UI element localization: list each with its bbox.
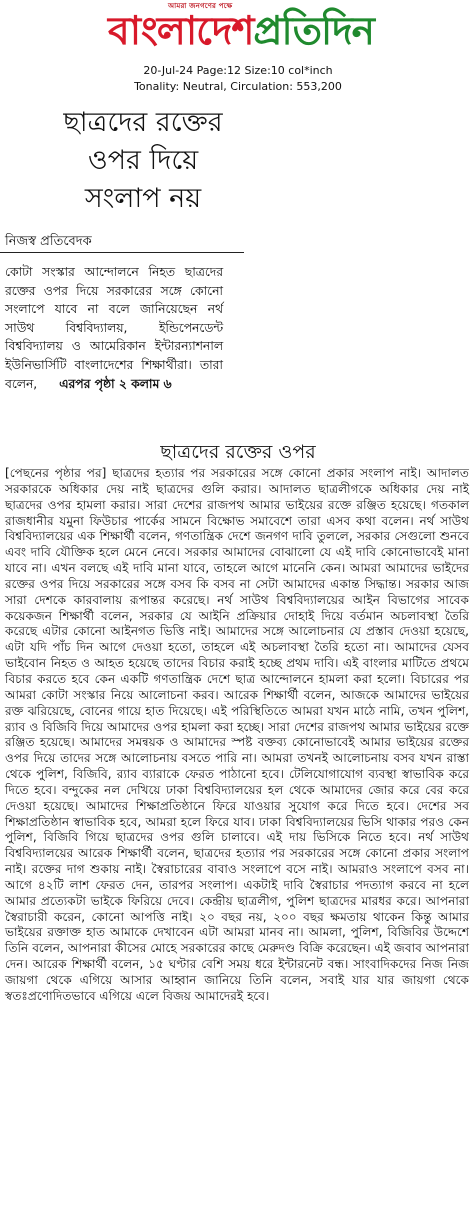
clip-meta-date-page: 20-Jul-24 Page:12 Size:10 col*inch	[143, 64, 333, 77]
lead-paragraph	[5, 263, 223, 393]
lead-text: কোটা সংস্কার আন্দোলনে নিহত ছাত্রদের রক্তের ওপর দিয়ে সরকারের সঙ্গে কোনো সংলাপে যাবে না বলে জানিয়েছেন নর্থ সাউথ বিশ্ববিদ্যালয়, ইন্ডিপেনডেন্ট বিশ্ববিদ্যালয় ও আমেরিকান ইন্টারন্যাশনাল ইউনিভার্সিটি বাংলাদেশের শিক্ষার্থীরা। তারা বলেন,	[5, 265, 223, 391]
byline: নিজস্ব প্রতিবেদক	[5, 234, 92, 249]
masthead	[0, 0, 476, 60]
headline-line-1: ছাত্রদের রক্তের	[63, 107, 223, 138]
article-headline	[16, 104, 270, 218]
continuation-title: ছাত্রদের রক্তের ওপর	[160, 441, 316, 463]
logo-part-red: বাংলাদেশ	[108, 8, 254, 54]
masthead-tagline: আমরা জনগণের পক্ষে	[168, 2, 233, 10]
clip-meta-tonality: Tonality: Neutral, Circulation: 553,200	[134, 80, 342, 93]
logo-part-green: প্রতিদিন	[253, 8, 374, 54]
article-body: [পেছনের পৃষ্ঠার পর] ছাত্রদের হত্যার পর সরকারের সঙ্গে কোনো প্রকার সংলাপ নাই। আদালত সরকারকে অধিকার দেয় নাই ছাত্রদের গুলি করার। আদালত ছাত্রলীগকে অধিকার দেয় নাই ছাত্রদের ওপর হামলা করার। সারা দেশের রাজপথ আমার ভাইয়ের রক্তে রঞ্জিত হয়েছে। গতকাল রাজধানীর যমুনা ফিউচার পার্কের সামনে বিক্ষোভ সমাবেশে তারা এসব কথা বলেন। নর্থ সাউথ বিশ্ববিদ্যালয়ের এক শিক্ষার্থী বলেন, গণতান্ত্রিক দেশে জনগণ দাবি তুললে, সরকার সেগুলো শুনবে এবং দাবি যৌক্তিক হলে মেনে নেবে। সরকার আমাদের বোঝালো যে এই দাবি কোনোভাবেই মানা যাবে না। এখন বলছে এই দাবি মানা যাবে, তাহলে আগে মানেনি কেন। আমরা আমাদের ভাইদের রক্তের ওপর দিয়ে সরকারের সঙ্গে বসব কি বসব না সেটা আমাদের একান্ত সিদ্ধান্ত। সরকার আজ সারা দেশকে কারবালায় রূপান্তর করেছে। নর্থ সাউথ বিশ্ববিদ্যালয়ের আইন বিভাগের সাবেক কয়েকজন শিক্ষার্থী বলেন, সরকার যে আইনি প্রক্রিয়ার দোহাই দিয়ে বর্তমান অচলাবস্থা তৈরি করেছে এটার কোনো আইনগত ভিত্তি নাই। আমাদের সঙ্গে আলোচনার যে প্রস্তাব দেওয়া হয়েছে, এটা যদি পাঁচ দিন আগে দেওয়া হতো, তাহলে এই অচলাবস্থা তৈরি হতো না। আমাদের যেসব ভাইবোন নিহত ও আহত হয়েছে তাদের বিচার করাই হচ্ছে প্রথম দাবি। এই বাংলার মাটিতে প্রথমে বিচার করতে হবে কেন একটি গণতান্ত্রিক দেশে ছাত্র আন্দোলনে হামলা করা হলো। বিচারের পর আমরা কোটা সংস্কার নিয়ে আলোচনা করব। আরেক শিক্ষার্থী বলেন, আজকে আমাদের ভাইয়ের রক্ত ঝরিয়েছে, বোনের গায়ে হাত দিয়েছে। এই পরিস্থিতিতে আমরা যখন মাঠে নামি, তখন পুলিশ, র‍্যাব ও বিজিবি দিয়ে আমাদের ওপর হামলা করা হচ্ছে। সারা দেশের রাজপথ আমার ভাইয়ের রক্তে রঞ্জিত হয়েছে। আমাদের সমন্বয়ক ও আমাদের স্পষ্ট বক্তব্য কোনোভাবেই আমার ভাইয়ের রক্তের ওপর দিয়ে তাদের সঙ্গে আলোচনায় বসতে পারি না। আমরা তখনই আলোচনায় বসব যখন রাস্তা থেকে পুলিশ, বিজিবি, র‍্যাব ব্যারাকে ফেরত পাঠানো হবে। টেলিযোগাযোগ ব্যবস্থা স্বাভাবিক করে দিতে হবে। বন্দুকের নল দেখিয়ে ঢাকা বিশ্ববিদ্যালয়ের হল থেকে আমাদের জোর করে বের করে দেওয়া হয়েছে। আমাদের শিক্ষাপ্রতিষ্ঠানে ফিরে যাওয়ার সুযোগ করে দিতে হবে। দেশের সব শিক্ষাপ্রতিষ্ঠান স্বাভাবিক হবে, আমরা হলে ফিরে যাব। ঢাকা বিশ্ববিদ্যালয়ের ভিসি থাকার পরও কেন পুলিশ, বিজিবি গিয়ে ছাত্রদের ওপর গুলি চালাবে। এই দায় ভিসিকে নিতে হবে। নর্থ সাউথ বিশ্ববিদ্যালয়ের আরেক শিক্ষার্থী বলেন, ছাত্রদের হত্যার পর সরকারের সঙ্গে কোনো প্রকার সংলাপ নাই। রক্তের দাগ শুকায় নাই। স্বৈরাচারের বাবাও সংলাপে বসে নাই। আমরাও সংলাপে বসব না। আগে ৪২টি লাশ ফেরত দেন, তারপর সংলাপ। একটাই দাবি স্বৈরাচার পদত্যাগ করবে না হলে আমার প্রত্যেকটা ভাইকে ফিরিয়ে দেবে। কেন্দ্রীয় ছাত্রলীগ, পুলিশ ছাত্রদের মারধর করে। আপনারা স্বৈরাচারী করেন, কোনো আপত্তি নাই। ২০ বছর নয়, ২০০ বছর ক্ষমতায় থাকেন কিন্তু আমার ভাইয়ের রক্তাক্ত হাত আমাকে দেখাবেন এটা আমরা মানব না। আমলা, পুলিশ, বিজিবির উদ্দেশে তিনি বলেন, আপনারা কীসের মোহে সরকারের কাছে মেরুদণ্ড বিক্রি করেছেন। এই জবাব আপনারা দেন। আরেক শিক্ষার্থী বলেন, ১৫ ঘণ্টার বেশি সময় ধরে ইন্টারনেট বন্ধ। সাংবাদিকদের নিজ নিজ জায়গা থেকে এগিয়ে আসার আহ্বান জানিয়ে তিনি বলেন, সবাই যার যার জায়গা থেকে স্বতঃপ্রণোদিতভাবে এগিয়ে এলে বিজয় আমাদেরই হবে।	[5, 466, 469, 1003]
headline-line-2: ওপর দিয়ে	[87, 145, 199, 176]
headline-line-3: সংলাপ নয়	[84, 183, 202, 214]
byline-divider	[0, 252, 244, 253]
newspaper-logo	[108, 6, 378, 56]
continuation-reference: এরপর পৃষ্ঠা ২ কলাম ৬	[59, 376, 172, 391]
